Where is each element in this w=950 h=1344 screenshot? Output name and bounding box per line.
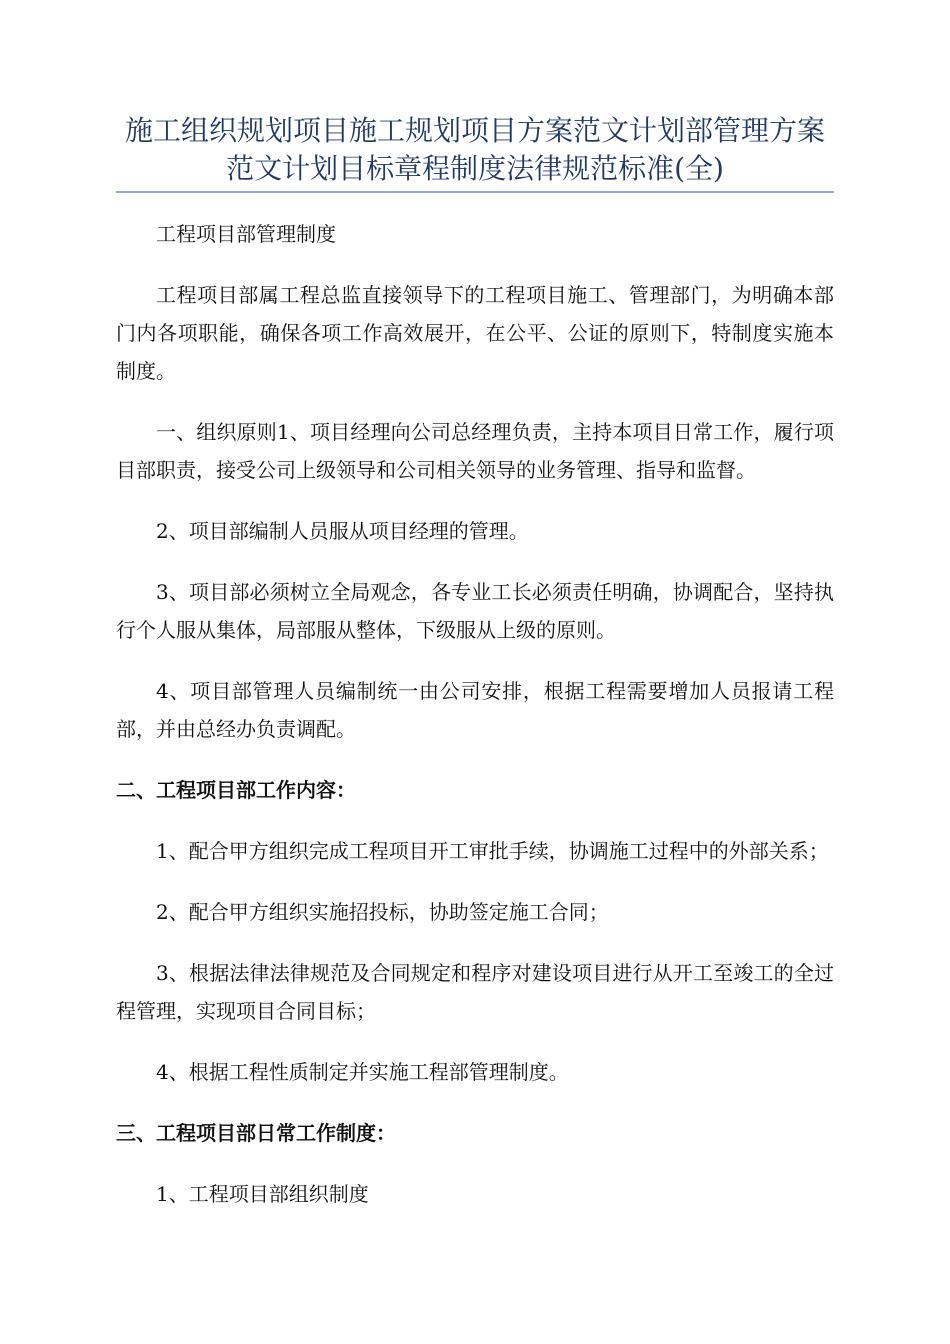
paragraph-13: 1、工程项目部组织制度 (156, 1182, 369, 1206)
paragraph-8: 1、配合甲方组织完成工程项目开工审批手续，协调施工过程中的外部关系； (156, 839, 829, 863)
paragraph-4: 2、项目部编制人员服从项目经理的管理。 (156, 519, 529, 543)
document-body (116, 215, 834, 1213)
paragraph-6: 4、项目部管理人员编制统一由公司安排，根据工程需要增加人员报请工程部，并由总经办负责调配。 (116, 679, 834, 741)
paragraph-3: 一、组织原则1、项目经理向公司总经理负责，主持本项目日常工作，履行项目部职责，接受公司上级领导和公司相关领导的业务管理、指导和监督。 (116, 420, 834, 482)
paragraph-5: 3、项目部必须树立全局观念，各专业工长必须责任明确，协调配合，坚持执行个人服从集体，局部服从整体，下级服从上级的原则。 (116, 580, 834, 642)
paragraph-2: 工程项目部属工程总监直接领导下的工程项目施工、管理部门，为明确本部门内各项职能，确保各项工作高效展开，在公平、公证的原则下，特制度实施本制度。 (116, 283, 834, 383)
section-heading-2: 二、工程项目部工作内容： (116, 778, 356, 802)
paragraph-10: 3、根据法律法律规范及合同规定和程序对建设项目进行从开工至竣工的全过程管理，实现项目合同目标； (116, 961, 834, 1023)
paragraph-1: 工程项目部管理制度 (156, 222, 336, 246)
paragraph-11: 4、根据工程性质制定并实施工程部管理制度。 (156, 1060, 569, 1084)
paragraph-9: 2、配合甲方组织实施招投标，协助签定施工合同； (156, 900, 609, 924)
title-underline (116, 191, 834, 193)
document-page (116, 112, 834, 1236)
section-heading-3: 三、工程项目部日常工作制度： (116, 1121, 396, 1145)
document-title: 施工组织规划项目施工规划项目方案范文计划部管理方案范文计划目标章程制度法律规范标准(全) (124, 114, 825, 185)
